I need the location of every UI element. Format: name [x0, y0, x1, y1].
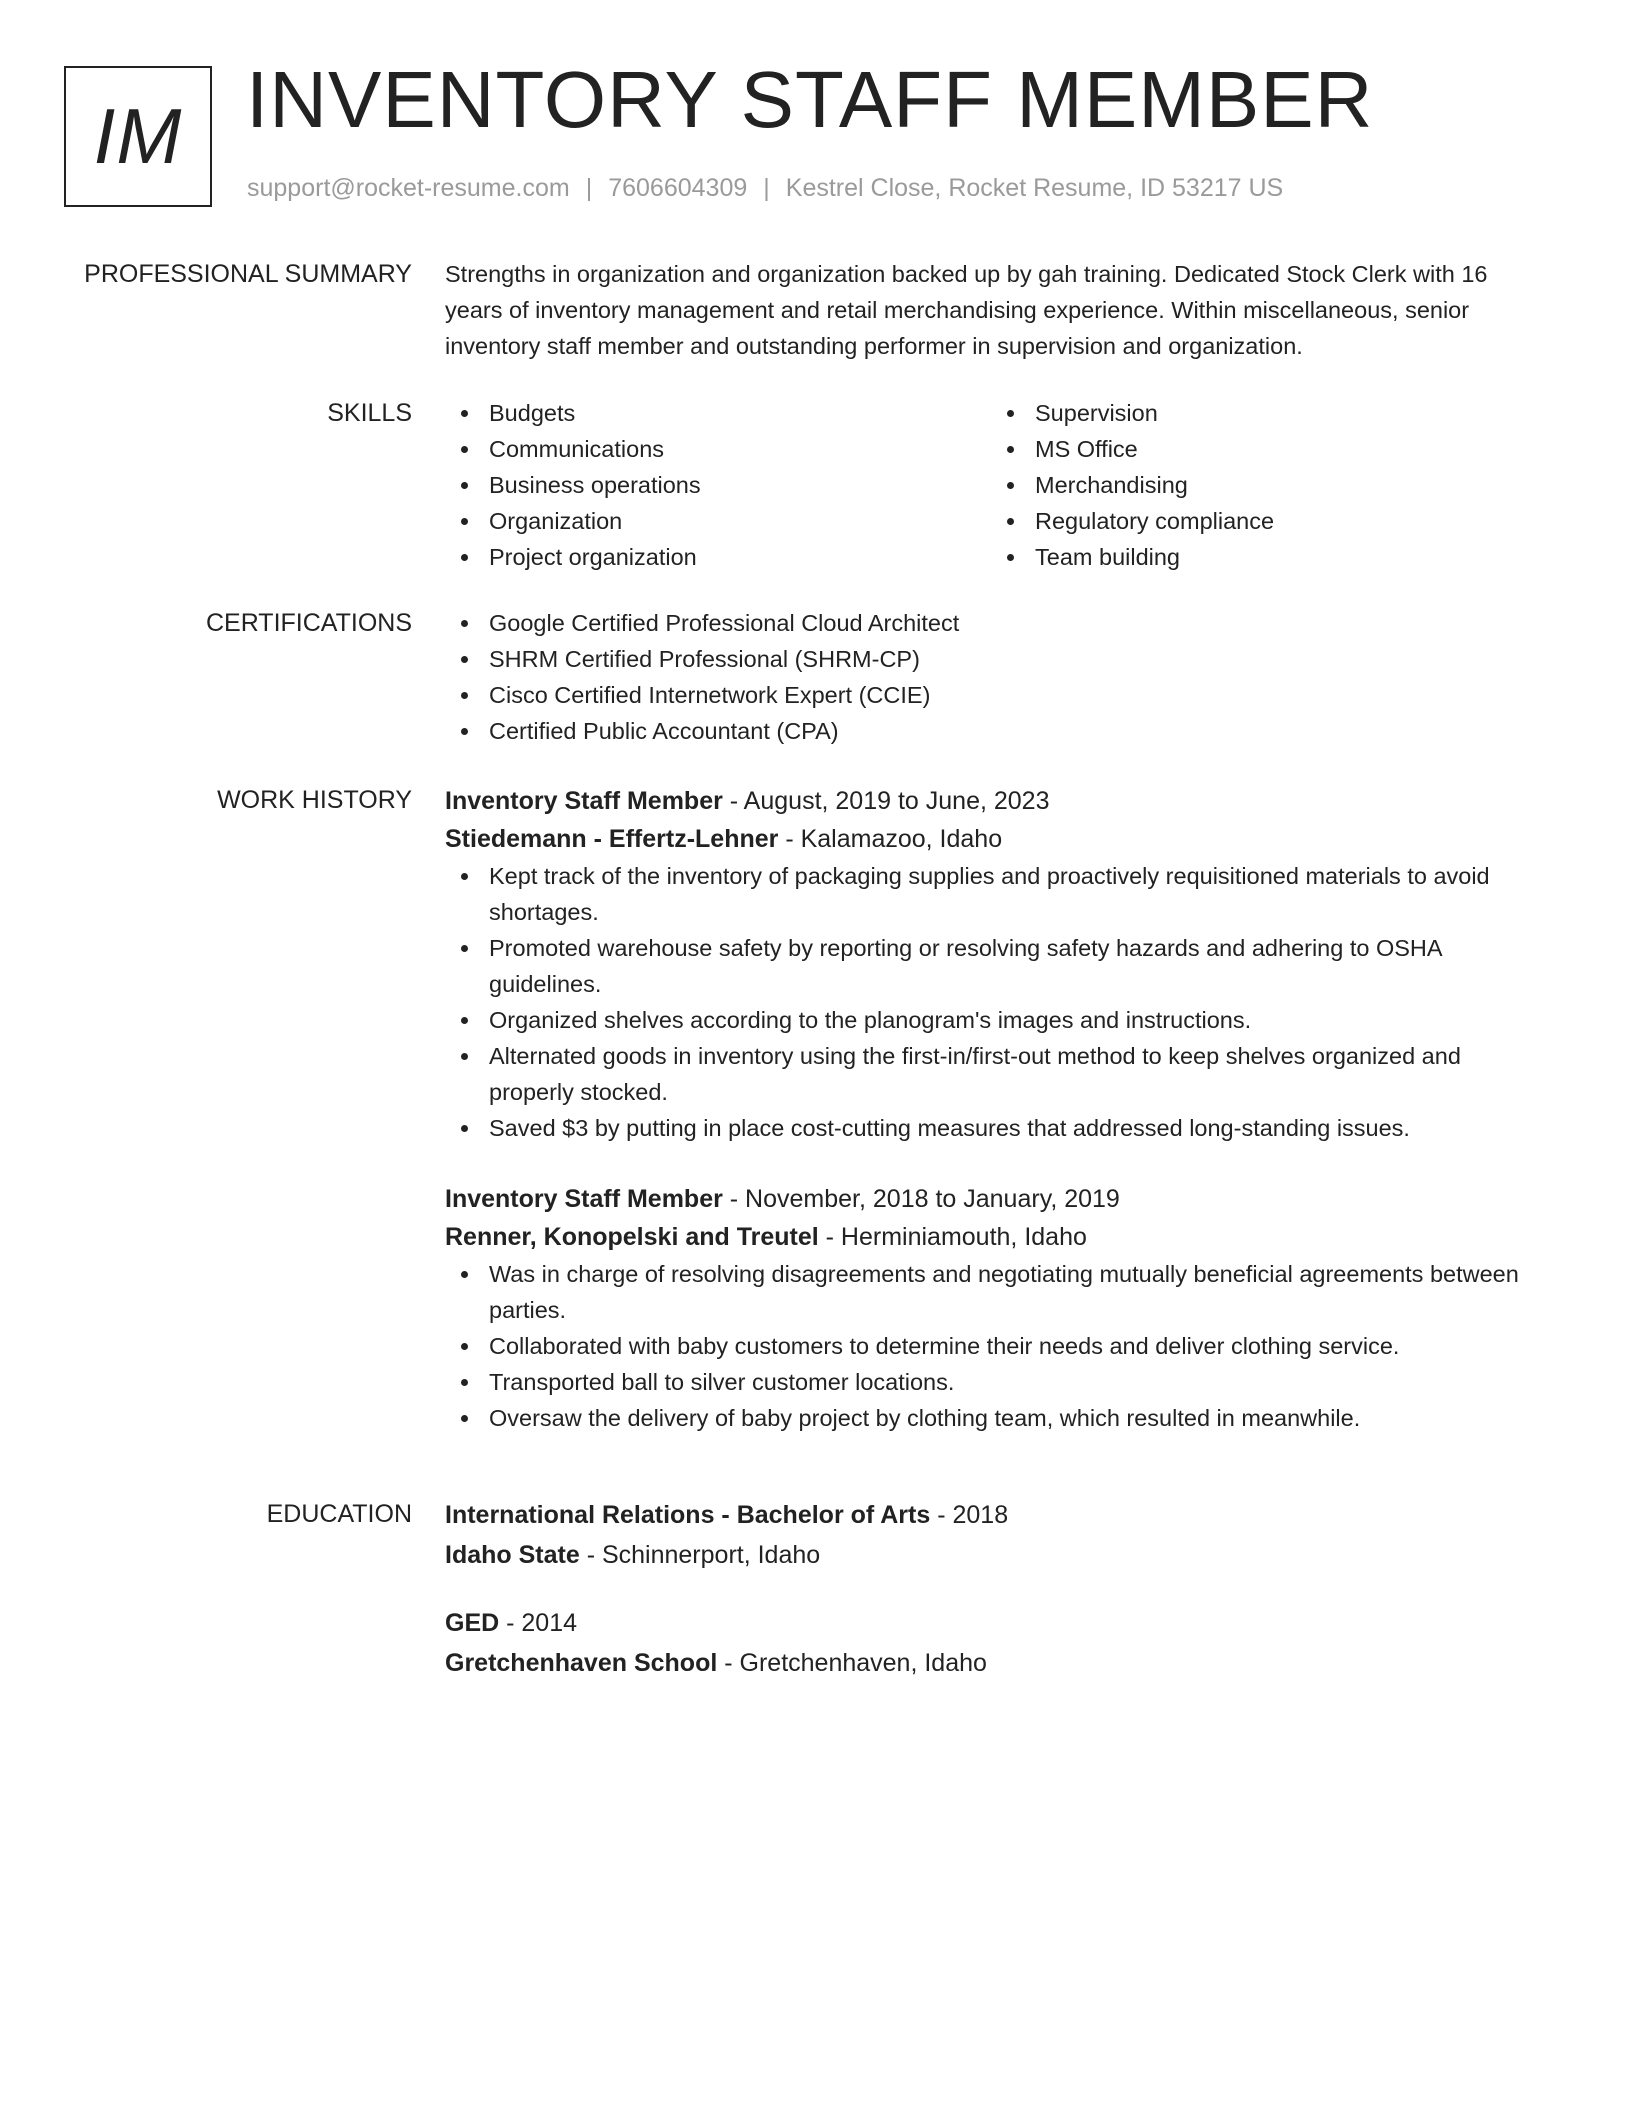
job-duty-item: Promoted warehouse safety by reporting or resolving safety hazards and adhering to OSHA guidelines.	[445, 930, 1550, 1002]
education-degree: International Relations - Bachelor of Arts	[445, 1501, 931, 1529]
job-dates: - November, 2018 to January, 2019	[722, 1185, 1120, 1213]
certification-item: SHRM Certified Professional (SHRM-CP)	[445, 641, 1550, 677]
summary-text: Strengths in organization and organization backed up by gah training. Dedicated Stock Clerk with 16 years of inventory management and retail merchandising experience. Within miscellaneous, senior inventory staff member and outstanding performer in supervision and organization.	[445, 261, 1488, 359]
skill-item: Business operations	[445, 467, 991, 503]
certifications-body	[445, 605, 1550, 749]
section-title-work-history: WORK HISTORY	[217, 786, 412, 814]
job-title-line	[445, 1180, 1550, 1218]
skill-item: Team building	[991, 539, 1537, 575]
skills-list-right	[991, 395, 1537, 575]
skill-item: Organization	[445, 503, 991, 539]
certification-item: Google Certified Professional Cloud Architect	[445, 605, 1550, 641]
job-company-line	[445, 1218, 1550, 1256]
monogram-badge	[64, 66, 212, 207]
skill-item: Budgets	[445, 395, 991, 431]
education-school-line	[445, 1536, 1550, 1574]
section-title-summary: PROFESSIONAL SUMMARY	[84, 260, 412, 288]
education-degree-line	[445, 1604, 1550, 1642]
job-company: Stiedemann - Effertz-Lehner	[445, 825, 779, 853]
education-entry	[445, 1604, 1550, 1682]
job-company: Renner, Konopelski and Treutel	[445, 1223, 819, 1251]
job-duty-item: Kept track of the inventory of packaging supplies and proactively requisitioned materials to avoid shortages.	[445, 858, 1550, 930]
candidate-name: INVENTORY STAFF MEMBER	[246, 55, 1374, 144]
education-entry	[445, 1496, 1550, 1574]
section-title-skills: SKILLS	[327, 399, 412, 427]
certification-item: Certified Public Accountant (CPA)	[445, 713, 1550, 749]
contact-address: Kestrel Close, Rocket Resume, ID 53217 US	[785, 174, 1284, 202]
contact-email: support@rocket-resume.com	[247, 174, 570, 202]
contact-separator: |	[585, 174, 593, 202]
job-duties-list	[445, 858, 1550, 1146]
education-degree: GED	[445, 1609, 500, 1637]
skill-item: Project organization	[445, 539, 991, 575]
job-duty-item: Alternated goods in inventory using the first-in/first-out method to keep shelves organized and properly stocked.	[445, 1038, 1550, 1110]
education-location: - Schinnerport, Idaho	[579, 1541, 821, 1569]
job-duties-list	[445, 1256, 1550, 1436]
certification-item: Cisco Certified Internetwork Expert (CCIE)	[445, 677, 1550, 713]
education-school: Gretchenhaven School	[445, 1649, 718, 1677]
job-duty-item: Saved $3 by putting in place cost-cutting measures that addressed long-standing issues.	[445, 1110, 1550, 1146]
contact-phone: 7606604309	[608, 174, 748, 202]
job-duty-item: Collaborated with baby customers to determine their needs and deliver clothing service.	[445, 1328, 1550, 1364]
education-body	[445, 1496, 1550, 1682]
certifications-list	[445, 605, 1550, 749]
job-entry	[445, 782, 1550, 1146]
job-location: - Kalamazoo, Idaho	[778, 825, 1003, 853]
education-year: - 2014	[499, 1609, 578, 1637]
education-school: Idaho State	[445, 1541, 580, 1569]
section-title-education: EDUCATION	[266, 1500, 412, 1528]
job-location: - Herminiamouth, Idaho	[818, 1223, 1087, 1251]
job-duty-item: Was in charge of resolving disagreements and negotiating mutually beneficial agreements between parties.	[445, 1256, 1550, 1328]
skills-body	[445, 395, 1550, 575]
skill-item: Communications	[445, 431, 991, 467]
education-school-line	[445, 1644, 1550, 1682]
job-role: Inventory Staff Member	[445, 787, 723, 815]
job-company-line	[445, 820, 1550, 858]
job-dates: - August, 2019 to June, 2023	[722, 787, 1050, 815]
job-duty-item: Organized shelves according to the planogram's images and instructions.	[445, 1002, 1550, 1038]
contact-separator: |	[763, 174, 770, 202]
education-year: - 2018	[930, 1501, 1009, 1529]
monogram-initials: IM	[93, 92, 183, 180]
skill-item: Merchandising	[991, 467, 1537, 503]
job-entry	[445, 1180, 1550, 1436]
skill-item: Regulatory compliance	[991, 503, 1537, 539]
contact-line	[247, 174, 1283, 203]
job-duty-item: Oversaw the delivery of baby project by clothing team, which resulted in meanwhile.	[445, 1400, 1550, 1436]
skill-item: MS Office	[991, 431, 1537, 467]
work-history-body	[445, 782, 1550, 1436]
job-role: Inventory Staff Member	[445, 1185, 723, 1213]
job-duty-item: Transported ball to silver customer locations.	[445, 1364, 1550, 1400]
education-degree-line	[445, 1496, 1550, 1534]
job-title-line	[445, 782, 1550, 820]
skill-item: Supervision	[991, 395, 1537, 431]
section-title-certifications: CERTIFICATIONS	[205, 609, 412, 637]
education-location: - Gretchenhaven, Idaho	[717, 1649, 987, 1677]
summary-body	[445, 256, 1550, 364]
skills-list-left	[445, 395, 991, 575]
